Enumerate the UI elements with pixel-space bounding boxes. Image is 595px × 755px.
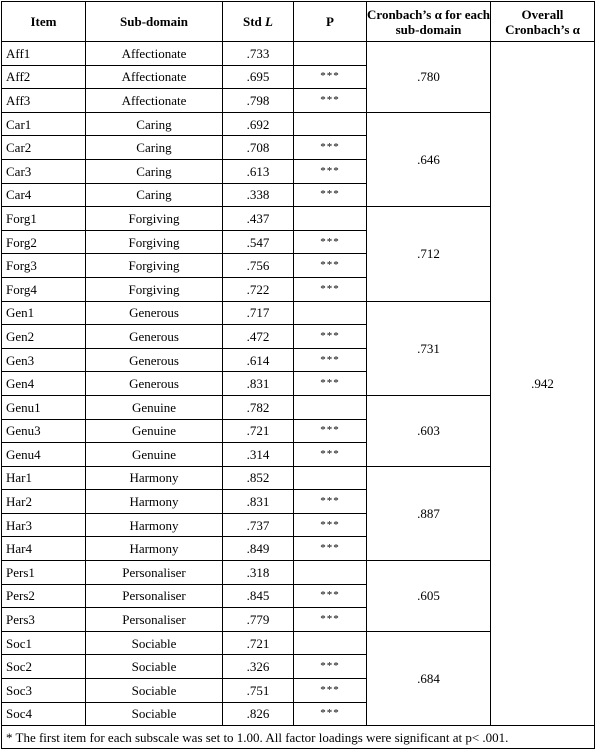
item-cell: Car4 (2, 183, 86, 207)
p-value-cell: *** (294, 325, 367, 349)
subdomain-cell: Affectionate (86, 89, 223, 113)
std-loading-cell: .831 (223, 372, 294, 396)
item-cell: Car2 (2, 136, 86, 160)
header-std-prefix: Std (243, 14, 262, 29)
std-loading-cell: .692 (223, 112, 294, 136)
p-value-cell: *** (294, 230, 367, 254)
p-value-cell: *** (294, 254, 367, 278)
p-value-cell (294, 207, 367, 231)
std-loading-cell: .314 (223, 443, 294, 467)
subdomain-cell: Caring (86, 136, 223, 160)
item-cell: Genu3 (2, 419, 86, 443)
std-loading-cell: .437 (223, 207, 294, 231)
item-cell: Pers1 (2, 561, 86, 585)
subdomain-cell: Forgiving (86, 230, 223, 254)
p-value-cell: *** (294, 159, 367, 183)
p-value-cell: *** (294, 372, 367, 396)
table-body (2, 42, 595, 726)
p-value-cell: *** (294, 537, 367, 561)
subdomain-cell: Caring (86, 183, 223, 207)
std-loading-cell: .614 (223, 348, 294, 372)
subdomain-cell: Harmony (86, 490, 223, 514)
subdomain-cell: Harmony (86, 513, 223, 537)
std-loading-cell: .733 (223, 42, 294, 66)
std-loading-cell: .782 (223, 395, 294, 419)
overall-alpha-cell: .942 (491, 42, 595, 726)
p-value-cell: *** (294, 490, 367, 514)
std-loading-cell: .318 (223, 561, 294, 585)
p-value-cell: *** (294, 277, 367, 301)
header-std-l (223, 2, 294, 42)
item-cell: Forg2 (2, 230, 86, 254)
subdomain-cell: Genuine (86, 419, 223, 443)
std-loading-cell: .798 (223, 89, 294, 113)
item-cell: Soc2 (2, 655, 86, 679)
subdomain-cell: Personaliser (86, 561, 223, 585)
item-cell: Aff3 (2, 89, 86, 113)
std-loading-cell: .695 (223, 65, 294, 89)
std-loading-cell: .721 (223, 419, 294, 443)
subdomain-alpha-cell: .731 (367, 301, 491, 395)
subdomain-cell: Genuine (86, 443, 223, 467)
footnote-row (2, 726, 595, 749)
factor-loading-table (1, 1, 595, 749)
header-cronbach-overall: Overall Cronbach’s α (491, 2, 595, 42)
p-value-cell (294, 561, 367, 585)
std-loading-cell: .721 (223, 631, 294, 655)
std-loading-cell: .849 (223, 537, 294, 561)
std-loading-cell: .831 (223, 490, 294, 514)
subdomain-cell: Generous (86, 348, 223, 372)
p-value-cell: *** (294, 443, 367, 467)
p-value-cell: *** (294, 608, 367, 632)
item-cell: Soc3 (2, 679, 86, 703)
item-cell: Forg4 (2, 277, 86, 301)
std-loading-cell: .717 (223, 301, 294, 325)
subdomain-cell: Caring (86, 159, 223, 183)
p-value-cell (294, 466, 367, 490)
item-cell: Forg3 (2, 254, 86, 278)
std-loading-cell: .751 (223, 679, 294, 703)
item-cell: Car3 (2, 159, 86, 183)
subdomain-cell: Sociable (86, 655, 223, 679)
p-value-cell: *** (294, 89, 367, 113)
item-cell: Har2 (2, 490, 86, 514)
p-value-cell (294, 395, 367, 419)
std-loading-cell: .547 (223, 230, 294, 254)
subdomain-alpha-cell: .605 (367, 561, 491, 632)
item-cell: Genu4 (2, 443, 86, 467)
std-loading-cell: .779 (223, 608, 294, 632)
std-loading-cell: .852 (223, 466, 294, 490)
std-loading-cell: .756 (223, 254, 294, 278)
item-cell: Aff2 (2, 65, 86, 89)
std-loading-cell: .472 (223, 325, 294, 349)
footnote: * The first item for each subscale was set to 1.00. All factor loadings were significant at p< .001. (2, 726, 595, 749)
p-value-cell: *** (294, 584, 367, 608)
header-p: P (294, 2, 367, 42)
p-value-cell: *** (294, 655, 367, 679)
p-value-cell: *** (294, 702, 367, 726)
item-cell: Car1 (2, 112, 86, 136)
subdomain-alpha-cell: .684 (367, 631, 491, 725)
subdomain-cell: Affectionate (86, 42, 223, 66)
subdomain-cell: Sociable (86, 702, 223, 726)
item-cell: Gen3 (2, 348, 86, 372)
std-loading-cell: .737 (223, 513, 294, 537)
header-row (2, 2, 595, 42)
subdomain-cell: Caring (86, 112, 223, 136)
item-cell: Aff1 (2, 42, 86, 66)
std-loading-cell: .845 (223, 584, 294, 608)
subdomain-cell: Personaliser (86, 584, 223, 608)
p-value-cell (294, 631, 367, 655)
subdomain-alpha-cell: .887 (367, 466, 491, 560)
p-value-cell: *** (294, 513, 367, 537)
subdomain-cell: Sociable (86, 631, 223, 655)
p-value-cell: *** (294, 136, 367, 160)
item-cell: Pers3 (2, 608, 86, 632)
subdomain-cell: Affectionate (86, 65, 223, 89)
p-value-cell: *** (294, 183, 367, 207)
subdomain-alpha-cell: .646 (367, 112, 491, 206)
std-loading-cell: .613 (223, 159, 294, 183)
item-cell: Soc4 (2, 702, 86, 726)
std-loading-cell: .338 (223, 183, 294, 207)
header-cronbach-sub: Cronbach’s α for each sub-domain (367, 2, 491, 42)
table-row (2, 42, 595, 66)
item-cell: Har3 (2, 513, 86, 537)
std-loading-cell: .708 (223, 136, 294, 160)
item-cell: Har1 (2, 466, 86, 490)
subdomain-cell: Generous (86, 372, 223, 396)
p-value-cell: *** (294, 679, 367, 703)
subdomain-cell: Generous (86, 325, 223, 349)
subdomain-alpha-cell: .780 (367, 42, 491, 113)
std-loading-cell: .326 (223, 655, 294, 679)
p-value-cell (294, 112, 367, 136)
subdomain-cell: Personaliser (86, 608, 223, 632)
p-value-cell: *** (294, 65, 367, 89)
item-cell: Har4 (2, 537, 86, 561)
subdomain-alpha-cell: .603 (367, 395, 491, 466)
std-loading-cell: .722 (223, 277, 294, 301)
subdomain-cell: Forgiving (86, 254, 223, 278)
subdomain-cell: Forgiving (86, 277, 223, 301)
p-value-cell (294, 42, 367, 66)
header-item: Item (2, 2, 86, 42)
header-subdomain: Sub-domain (86, 2, 223, 42)
p-value-cell: *** (294, 419, 367, 443)
std-loading-cell: .826 (223, 702, 294, 726)
subdomain-cell: Forgiving (86, 207, 223, 231)
item-cell: Forg1 (2, 207, 86, 231)
item-cell: Pers2 (2, 584, 86, 608)
item-cell: Gen1 (2, 301, 86, 325)
item-cell: Soc1 (2, 631, 86, 655)
subdomain-cell: Harmony (86, 537, 223, 561)
header-std-letter: L (265, 14, 273, 29)
subdomain-cell: Genuine (86, 395, 223, 419)
subdomain-cell: Sociable (86, 679, 223, 703)
p-value-cell (294, 301, 367, 325)
subdomain-cell: Harmony (86, 466, 223, 490)
item-cell: Gen4 (2, 372, 86, 396)
item-cell: Genu1 (2, 395, 86, 419)
item-cell: Gen2 (2, 325, 86, 349)
subdomain-cell: Generous (86, 301, 223, 325)
subdomain-alpha-cell: .712 (367, 207, 491, 301)
p-value-cell: *** (294, 348, 367, 372)
